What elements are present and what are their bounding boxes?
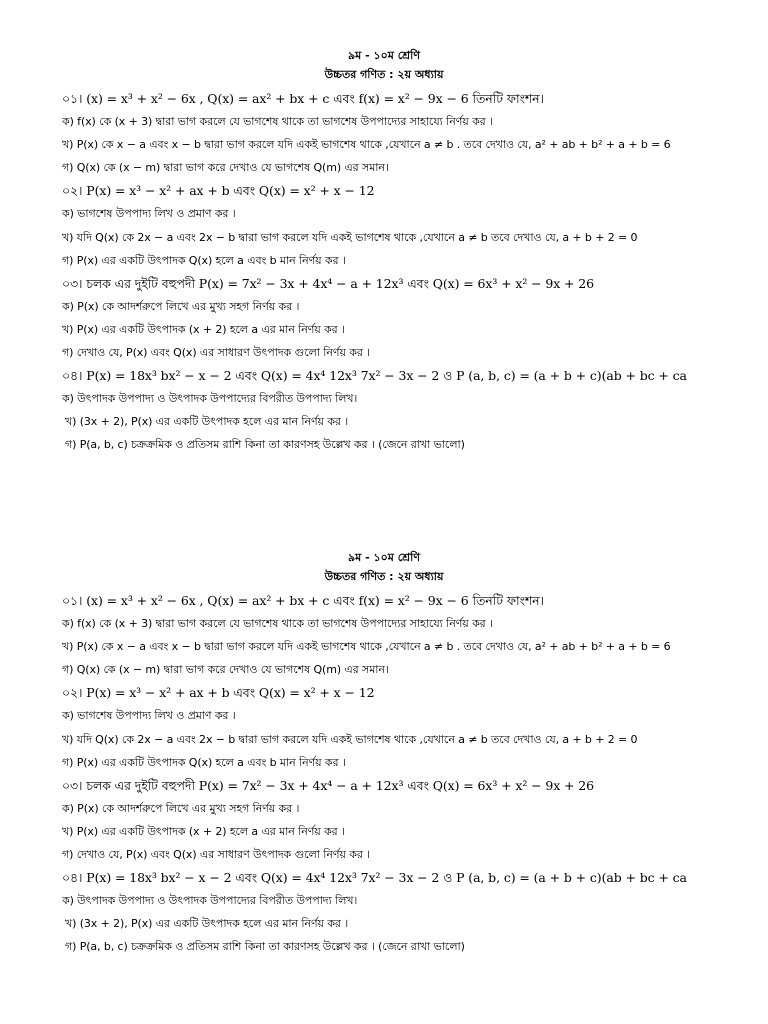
question-line: গ) P(a, b, c) চক্রক্রমিক ও প্রতিসম রাশি কিনা তা কারণসহ উল্লেখ কর । (জেনে রাখা ভালো)	[65, 438, 465, 452]
question-line: ০১। (x) = x³ + x² − 6x , Q(x) = ax² + bx + c এবং f(x) = x² − 9x − 6 তিনটি ফাংশন।	[62, 593, 544, 608]
worksheet-copy-2	[62, 548, 762, 959]
question-line: ০৪। P(x) = 18x³ bx² − x − 2 এবং Q(x) = 4x⁴ 12x³ 7x² − 3x − 2 ও P (a, b, c) = (a + b + c)(ab + bc + ca	[62, 870, 687, 886]
question-line: গ) Q(x) কে (x − m) দ্বারা ভাগ করে দেখাও যে ভাগশেষ Q(m) এর সমান।	[62, 663, 389, 677]
question-list	[62, 87, 762, 457]
question-line: ক) ভাগশেষ উপপাদ্য লিখ ও প্রমাণ কর ।	[62, 207, 236, 221]
question-line: খ) (3x + 2), P(x) এর একটি উৎপাদক হলে এর মান নির্ণয় কর ।	[65, 917, 349, 931]
subject-title: উচ্চতর গণিত : ২য় অধ্যায়	[324, 570, 444, 583]
question-line: গ) Q(x) কে (x − m) দ্বারা ভাগ করে দেখাও যে ভাগশেষ Q(m) এর সমান।	[62, 161, 389, 175]
worksheet-copy-1	[62, 46, 762, 457]
class-title: ৯ম - ১০ম শ্রেণি	[348, 551, 420, 564]
question-line: ক) ভাগশেষ উপপাদ্য লিখ ও প্রমাণ কর ।	[62, 709, 236, 723]
question-line: ০৪। P(x) = 18x³ bx² − x − 2 এবং Q(x) = 4x⁴ 12x³ 7x² − 3x − 2 ও P (a, b, c) = (a + b + c)(ab + bc + ca	[62, 368, 687, 384]
question-line: গ) P(a, b, c) চক্রক্রমিক ও প্রতিসম রাশি কিনা তা কারণসহ উল্লেখ কর । (জেনে রাখা ভালো)	[65, 940, 465, 954]
question-line: খ) P(x) এর একটি উৎপাদক (x + 2) হলে a এর মান নির্ণয় কর ।	[62, 322, 345, 336]
question-line: খ) P(x) কে x − a এবং x − b দ্বারা ভাগ করলে যদি একই ভাগশেষ থাকে ,যেখানে a ≠ b . তবে দেখাও যে, a² + ab + b² + a + b = 6	[62, 640, 671, 654]
question-line: গ) দেখাও যে, P(x) এবং Q(x) এর সাধারণ উৎপাদক গুলো নির্ণয় কর ।	[62, 346, 371, 360]
question-line: খ) যদি Q(x) কে 2x − a এবং 2x − b দ্বারা ভাগ করলে যদি একই ভাগশেষ থাকে ,যেখানে a ≠ b তবে দেখাও যে, a + b + 2 = 0	[62, 230, 638, 244]
question-line: ০১। (x) = x³ + x² − 6x , Q(x) = ax² + bx + c এবং f(x) = x² − 9x − 6 তিনটি ফাংশন।	[62, 91, 544, 106]
question-line: খ) (3x + 2), P(x) এর একটি উৎপাদক হলে এর মান নির্ণয় কর ।	[65, 415, 349, 429]
question-line: ক) উৎপাদক উপপাদ্য ও উৎপাদক উপপাদ্যের বিপরীত উপপাদ্য লিখ।	[62, 392, 358, 406]
question-line: গ) P(x) এর একটি উৎপাদক Q(x) হলে a এবং b মান নির্ণয় কর ।	[62, 755, 346, 769]
class-title: ৯ম - ১০ম শ্রেণি	[348, 49, 420, 62]
question-line: গ) P(x) এর একটি উৎপাদক Q(x) হলে a এবং b মান নির্ণয় কর ।	[62, 253, 346, 267]
question-line: খ) P(x) এর একটি উৎপাদক (x + 2) হলে a এর মান নির্ণয় কর ।	[62, 824, 345, 838]
question-line: ক) f(x) কে (x + 3) দ্বারা ভাগ করলে যে ভাগশেষ থাকে তা ভাগশেষ উপপাদ্যের সাহায্যে নির্ণয় কর ।	[62, 115, 493, 129]
question-line: ক) উৎপাদক উপপাদ্য ও উৎপাদক উপপাদ্যের বিপরীত উপপাদ্য লিখ।	[62, 894, 358, 908]
question-line: ক) P(x) কে আদর্শরুপে লিখে এর মুখ্য সহগ নির্ণয় কর ।	[62, 801, 300, 815]
question-line: খ) P(x) কে x − a এবং x − b দ্বারা ভাগ করলে যদি একই ভাগশেষ থাকে ,যেখানে a ≠ b . তবে দেখাও যে, a² + ab + b² + a + b = 6	[62, 138, 671, 152]
subject-title: উচ্চতর গণিত : ২য় অধ্যায়	[324, 68, 444, 81]
question-line: ০২। P(x) = x³ − x² + ax + b এবং Q(x) = x² + x − 12	[62, 685, 375, 701]
question-line: ০৩। চলক এর দুইটি বহুপদী P(x) = 7x² − 3x + 4x⁴ − a + 12x³ এবং Q(x) = 6x³ + x² − 9x + 26	[62, 777, 594, 793]
question-line: ক) P(x) কে আদর্শরুপে লিখে এর মুখ্য সহগ নির্ণয় কর ।	[62, 299, 300, 313]
question-line: ০৩। চলক এর দুইটি বহুপদী P(x) = 7x² − 3x + 4x⁴ − a + 12x³ এবং Q(x) = 6x³ + x² − 9x + 26	[62, 275, 594, 291]
question-line: ০২। P(x) = x³ − x² + ax + b এবং Q(x) = x² + x − 12	[62, 183, 375, 199]
question-line: খ) যদি Q(x) কে 2x − a এবং 2x − b দ্বারা ভাগ করলে যদি একই ভাগশেষ থাকে ,যেখানে a ≠ b তবে দেখাও যে, a + b + 2 = 0	[62, 732, 638, 746]
question-line: ক) f(x) কে (x + 3) দ্বারা ভাগ করলে যে ভাগশেষ থাকে তা ভাগশেষ উপপাদ্যের সাহায্যে নির্ণয় কর ।	[62, 617, 493, 631]
question-list	[62, 589, 762, 959]
question-line: গ) দেখাও যে, P(x) এবং Q(x) এর সাধারণ উৎপাদক গুলো নির্ণয় কর ।	[62, 848, 371, 862]
